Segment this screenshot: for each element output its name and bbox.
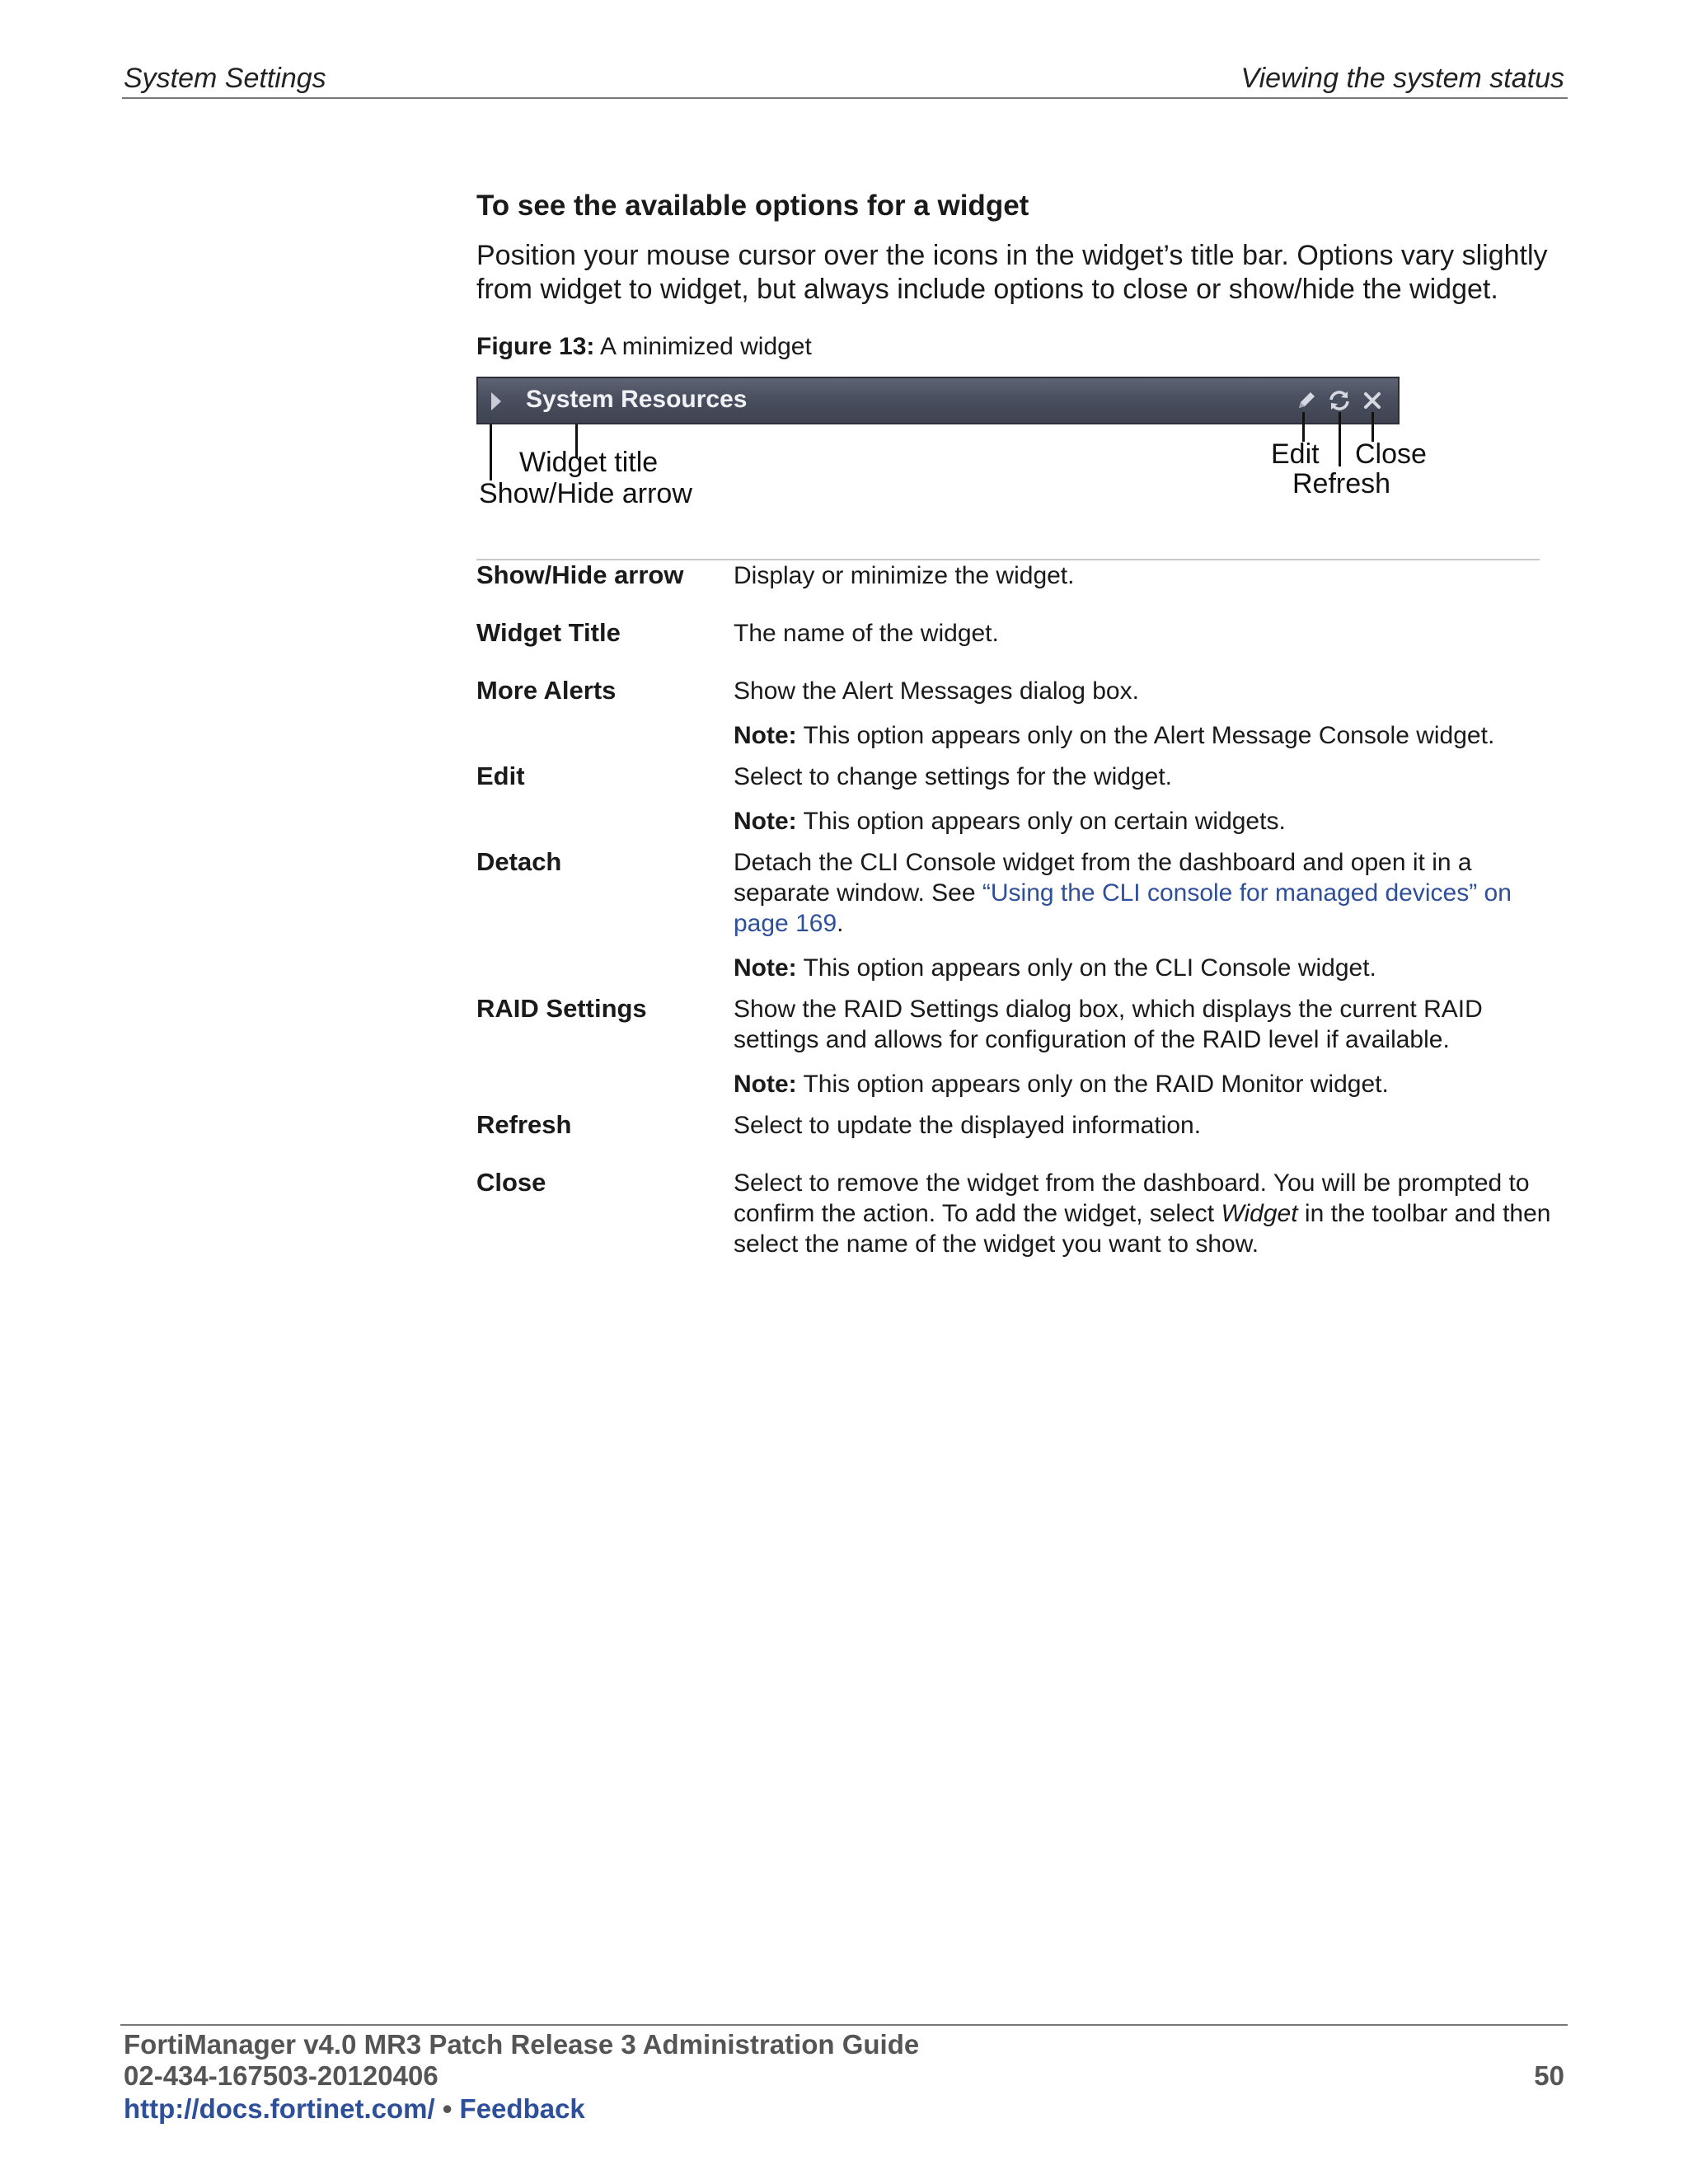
footer-doc-number: 02-434-167503-20120406 [124, 2060, 438, 2091]
callout-line-refresh [1339, 412, 1341, 466]
show-hide-arrow-icon[interactable] [491, 392, 501, 410]
footer-separator: • [434, 2093, 460, 2124]
option-desc-refresh: Select to update the displayed information. [734, 1112, 1202, 1139]
option-note-detach [734, 953, 1558, 983]
callout-line-close [1372, 412, 1374, 442]
running-header-section: System Settings [124, 63, 326, 94]
option-term-widget-title: Widget Title [476, 618, 621, 647]
option-desc-close [734, 1168, 1558, 1259]
widget-title: System Resources [526, 386, 748, 413]
figure-label-edit: Edit [1271, 438, 1320, 470]
footer-divider [120, 2024, 1568, 2026]
procedure-body: Position your mouse cursor over the icons in the widget’s title bar. Options vary slightly from widget to widget, but always include options to close or show/hide the widget. [476, 240, 1548, 305]
option-desc-widget-title: The name of the widget. [734, 620, 999, 647]
option-note-raid-settings [734, 1069, 1558, 1099]
note-label: Note: [734, 722, 797, 749]
note-text: This option appears only on the CLI Console widget. [796, 954, 1376, 982]
note-text: This option appears only on the RAID Monitor widget. [796, 1071, 1389, 1098]
figure-caption-text: A minimized widget [594, 333, 812, 360]
close-desc-end: in the toolbar and then select the name of the widget you want to show. [734, 1200, 1551, 1258]
footer-feedback-link[interactable]: Feedback [459, 2093, 585, 2124]
figure-label-close: Close [1355, 438, 1427, 470]
option-term-refresh: Refresh [476, 1110, 572, 1139]
option-desc-show-hide-arrow: Display or minimize the widget. [734, 562, 1075, 589]
option-term-detach: Detach [476, 847, 562, 876]
note-label: Note: [734, 1071, 797, 1098]
figure-label-widget-title: Widget title [519, 447, 659, 478]
option-term-raid-settings: RAID Settings [476, 994, 647, 1023]
option-term-show-hide-arrow: Show/Hide arrow [476, 560, 684, 589]
cli-console-link[interactable]: “Using the CLI console for managed devices” on page 169 [734, 879, 1512, 937]
figure-label-refresh: Refresh [1292, 468, 1391, 499]
close-icon[interactable] [1358, 387, 1386, 415]
header-divider [122, 97, 1568, 99]
note-label: Note: [734, 808, 797, 835]
figure-caption [476, 333, 812, 361]
note-label: Note: [734, 954, 797, 982]
procedure-heading: To see the available options for a widget [476, 190, 1029, 222]
close-desc-text: Select to remove the widget from the dashboard. You will be prompted to confirm the action. To add the widget, select [734, 1169, 1530, 1227]
option-desc-raid-settings: Show the RAID Settings dialog box, which displays the current RAID settings and allows for configuration of the RAID level if available. [734, 996, 1483, 1053]
option-note-more-alerts [734, 720, 1558, 751]
callout-line-edit [1302, 412, 1305, 442]
edit-icon[interactable] [1292, 387, 1320, 415]
page-number: 50 [1534, 2060, 1564, 2091]
widget-title-bar [476, 377, 1400, 424]
close-desc-widget-term: Widget [1221, 1200, 1298, 1227]
option-term-more-alerts: More Alerts [476, 676, 617, 705]
note-text: This option appears only on certain widgets. [796, 808, 1286, 835]
option-desc-detach [734, 847, 1558, 939]
footer-docs-link[interactable]: http://docs.fortinet.com/ [124, 2093, 435, 2124]
running-header-topic: Viewing the system status [1240, 63, 1564, 94]
detach-desc-end: . [837, 910, 844, 937]
figure-label-show-hide-arrow: Show/Hide arrow [479, 478, 692, 509]
detach-desc-text: Detach the CLI Console widget from the dashboard and open it in a separate window. See [734, 849, 1472, 907]
option-desc-edit: Select to change settings for the widget. [734, 763, 1172, 790]
option-note-edit [734, 806, 1558, 837]
footer-links [124, 2093, 585, 2125]
callout-line-show-hide [490, 424, 492, 480]
refresh-icon[interactable] [1325, 387, 1353, 415]
option-term-edit: Edit [476, 762, 525, 790]
figure-caption-label: Figure 13: [476, 333, 595, 360]
option-term-close: Close [476, 1168, 546, 1197]
note-text: This option appears only on the Alert Message Console widget. [796, 722, 1495, 749]
footer-guide-title: FortiManager v4.0 MR3 Patch Release 3 Administration Guide [124, 2029, 920, 2060]
option-desc-more-alerts: Show the Alert Messages dialog box. [734, 677, 1139, 705]
